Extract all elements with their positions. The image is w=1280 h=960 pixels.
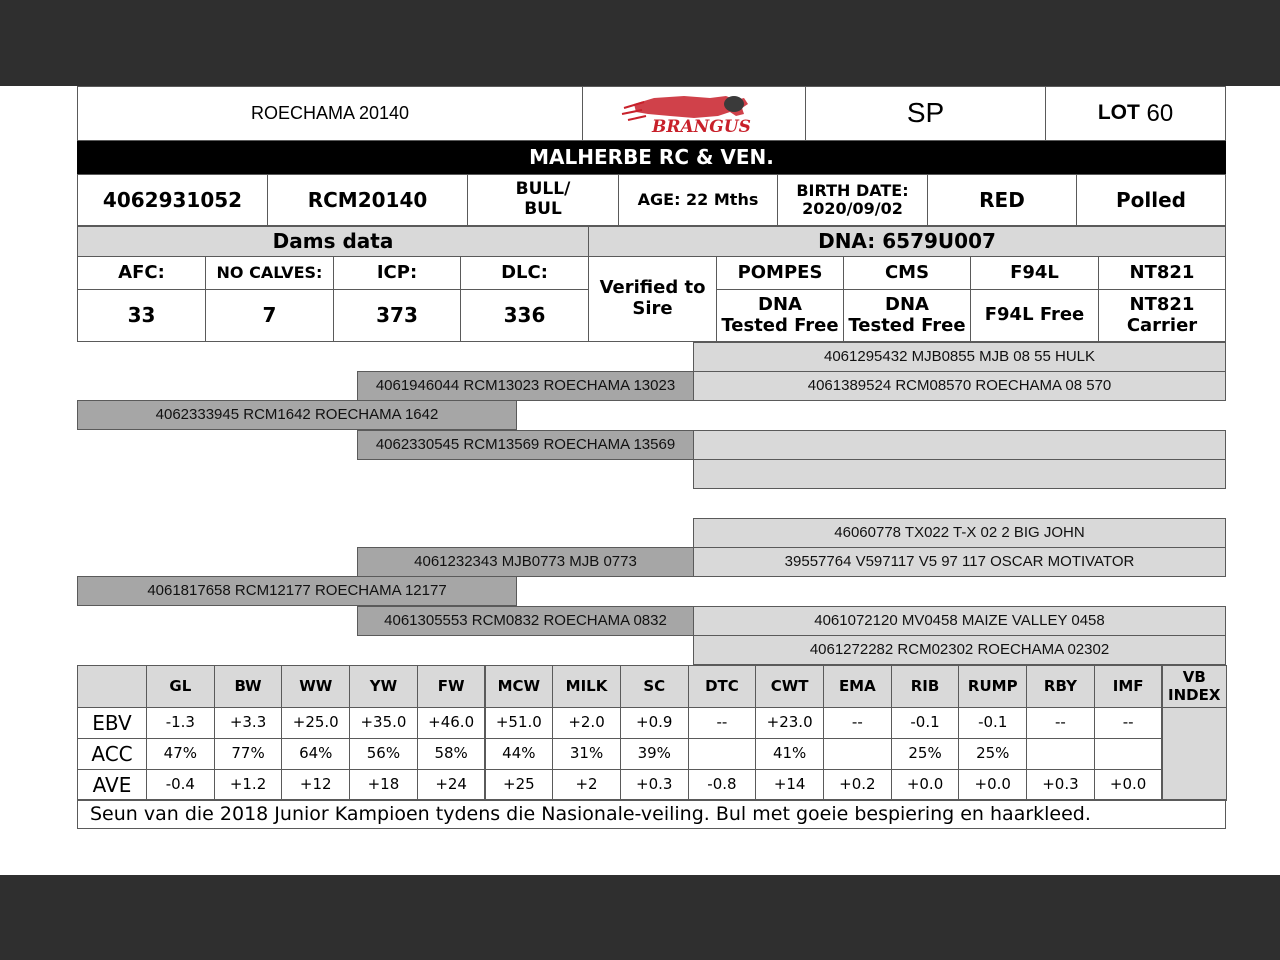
ebv-value-cell: -1.3: [146, 707, 215, 739]
birth-date-label: BIRTH DATE:: [796, 180, 909, 200]
ebv-column-header: GL: [146, 665, 215, 708]
vb-index-line: INDEX: [1168, 685, 1221, 704]
ebv-value-cell: 31%: [552, 738, 621, 770]
icp-label: ICP:: [333, 256, 461, 290]
ebv-value-cell: +14: [755, 769, 824, 801]
svg-text:BRANGUS: BRANGUS: [652, 116, 751, 137]
result-line: DNA: [758, 293, 802, 315]
ebv-column-header: RBY: [1026, 665, 1095, 708]
dna-test-result: [1098, 289, 1226, 342]
vb-index-header: [1162, 665, 1228, 708]
result-line: NT821: [1129, 293, 1195, 315]
animal-color: RED: [927, 174, 1077, 226]
ebv-value-cell: +0.0: [958, 769, 1027, 801]
birth-date-value: 2020/09/02: [802, 199, 903, 218]
dna-test-name: CMS: [843, 256, 971, 290]
sp-label: SP: [805, 86, 1046, 141]
dna-test-name: NT821: [1098, 256, 1226, 290]
result-line: F94L Free: [984, 304, 1085, 326]
ebv-value-cell: [1026, 738, 1095, 770]
result-line: Tested Free: [848, 314, 966, 336]
vb-index-value: [1162, 707, 1228, 801]
dlc-value: 336: [460, 289, 589, 342]
ebv-column-header: IMF: [1094, 665, 1163, 708]
pedigree-dam-dam: 4061305553 RCM0832 ROECHAMA 0832: [357, 606, 694, 636]
catalogue-page: [0, 86, 1280, 875]
ebv-value-cell: --: [823, 707, 892, 739]
ebv-value-cell: [823, 738, 892, 770]
ebv-value-cell: -0.4: [146, 769, 215, 801]
ebv-column-header: YW: [349, 665, 418, 708]
pedigree-dam-sire-sire: 46060778 TX022 T-X 02 2 BIG JOHN: [693, 518, 1226, 548]
ebv-value-cell: [688, 738, 757, 770]
pedigree-sire-sire-sire: 4061295432 MJB0855 MJB 08 55 HULK: [693, 342, 1226, 372]
afc-label: AFC:: [77, 256, 206, 290]
ebv-column-header: RUMP: [958, 665, 1027, 708]
ebv-row-label: ACC: [77, 738, 147, 770]
ebv-value-cell: +1.2: [214, 769, 283, 801]
ebv-column-header: SC: [620, 665, 689, 708]
ebv-value-cell: +3.3: [214, 707, 283, 739]
ebv-value-cell: --: [1094, 707, 1163, 739]
ebv-value-cell: 39%: [620, 738, 689, 770]
afc-value: 33: [77, 289, 206, 342]
ebv-value-cell: +0.9: [620, 707, 689, 739]
ebv-column-header: DTC: [688, 665, 757, 708]
pedigree-sire-dam: 4062330545 RCM13569 ROECHAMA 13569: [357, 430, 694, 460]
ebv-value-cell: +12: [281, 769, 350, 801]
ebv-value-cell: +0.3: [1026, 769, 1095, 801]
ebv-value-cell: [1094, 738, 1163, 770]
ebv-value-cell: 25%: [891, 738, 960, 770]
dna-test-result: [716, 289, 844, 342]
ebv-value-cell: +2.0: [552, 707, 621, 739]
ebv-value-cell: 44%: [485, 738, 554, 770]
lot-number: 60: [1146, 99, 1174, 127]
ebv-value-cell: -0.8: [688, 769, 757, 801]
animal-name: ROECHAMA 20140: [77, 86, 583, 141]
sex-line1: BULL/: [515, 179, 571, 200]
ebv-value-cell: +46.0: [417, 707, 486, 739]
ebv-value-cell: -0.1: [958, 707, 1027, 739]
lot-box: [1045, 86, 1226, 141]
pedigree-sire-dam-dam: [693, 459, 1226, 489]
ebv-value-cell: +0.3: [620, 769, 689, 801]
brangus-logo: [582, 86, 806, 141]
ebv-row-label: EBV: [77, 707, 147, 739]
ebv-value-cell: +0.2: [823, 769, 892, 801]
ebv-column-header: RIB: [891, 665, 960, 708]
ebv-row-label: AVE: [77, 769, 147, 801]
ebv-column-header: CWT: [755, 665, 824, 708]
ebv-value-cell: +51.0: [485, 707, 554, 739]
ebv-value-cell: +24: [417, 769, 486, 801]
pedigree-dam-dam-dam: 4061272282 RCM02302 ROECHAMA 02302: [693, 635, 1226, 665]
pedigree-dam: 4061817658 RCM12177 ROECHAMA 12177: [77, 576, 517, 606]
pedigree-dam-sire: 4061232343 MJB0773 MJB 0773: [357, 547, 694, 577]
vb-index-line: VB: [1182, 668, 1206, 687]
ebv-value-cell: 41%: [755, 738, 824, 770]
pedigree-sire-dam-sire: [693, 430, 1226, 460]
verified-line2: Sire: [632, 298, 673, 319]
ebv-value-cell: +0.0: [1094, 769, 1163, 801]
animal-horn: Polled: [1076, 174, 1226, 226]
result-line: Carrier: [1126, 314, 1198, 336]
dna-title: DNA: 6579U007: [588, 226, 1226, 257]
calves-label: NO CALVES:: [205, 256, 334, 290]
ebv-header-corner: [77, 665, 147, 708]
sex-line2: BUL: [524, 199, 562, 219]
ebv-column-header: BW: [214, 665, 283, 708]
dna-test-name: POMPES: [716, 256, 844, 290]
ebv-column-header: MILK: [552, 665, 621, 708]
ebv-column-header: EMA: [823, 665, 892, 708]
ebv-value-cell: +18: [349, 769, 418, 801]
verified-to-sire: [588, 256, 717, 342]
pedigree-dam-dam-sire: 4061072120 MV0458 MAIZE VALLEY 0458: [693, 606, 1226, 636]
bull-logo-icon: [614, 90, 774, 138]
ebv-value-cell: +2: [552, 769, 621, 801]
ebv-value-cell: 25%: [958, 738, 1027, 770]
birth-date: [777, 174, 928, 226]
ebv-value-cell: +23.0: [755, 707, 824, 739]
ebv-value-cell: 64%: [281, 738, 350, 770]
ebv-value-cell: --: [688, 707, 757, 739]
result-line: DNA: [885, 293, 929, 315]
animal-id: 4062931052: [77, 174, 268, 226]
dams-data-title: Dams data: [77, 226, 589, 257]
verified-line1: Verified to: [599, 277, 706, 299]
dlc-label: DLC:: [460, 256, 589, 290]
pedigree-sire: 4062333945 RCM1642 ROECHAMA 1642: [77, 400, 517, 430]
ebv-column-header: FW: [417, 665, 486, 708]
pedigree-sire-sire-dam: 4061389524 RCM08570 ROECHAMA 08 570: [693, 371, 1226, 401]
ebv-value-cell: -0.1: [891, 707, 960, 739]
dna-test-result: [970, 289, 1099, 342]
ebv-value-cell: +35.0: [349, 707, 418, 739]
ebv-column-header: MCW: [485, 665, 554, 708]
icp-value: 373: [333, 289, 461, 342]
comment-row: Seun van die 2018 Junior Kampioen tydens die Nasionale-veiling. Bul met goeie bespiering en haarkleed.: [77, 799, 1226, 829]
pedigree-sire-sire: 4061946044 RCM13023 ROECHAMA 13023: [357, 371, 694, 401]
ebv-value-cell: --: [1026, 707, 1095, 739]
dna-test-name: F94L: [970, 256, 1099, 290]
ebv-value-cell: +25.0: [281, 707, 350, 739]
animal-code: RCM20140: [267, 174, 468, 226]
breeder-name: MALHERBE RC & VEN.: [77, 141, 1226, 174]
animal-sex: [467, 174, 619, 226]
calves-value: 7: [205, 289, 334, 342]
result-line: Tested Free: [721, 314, 839, 336]
ebv-value-cell: +25: [485, 769, 554, 801]
ebv-value-cell: 77%: [214, 738, 283, 770]
ebv-value-cell: 58%: [417, 738, 486, 770]
ebv-value-cell: +0.0: [891, 769, 960, 801]
dna-test-result: [843, 289, 971, 342]
ebv-value-cell: 56%: [349, 738, 418, 770]
ebv-column-header: WW: [281, 665, 350, 708]
lot-label: LOT: [1097, 101, 1140, 125]
ebv-value-cell: 47%: [146, 738, 215, 770]
animal-age: AGE: 22 Mths: [618, 174, 778, 226]
pedigree-dam-sire-dam: 39557764 V597117 V5 97 117 OSCAR MOTIVATOR: [693, 547, 1226, 577]
